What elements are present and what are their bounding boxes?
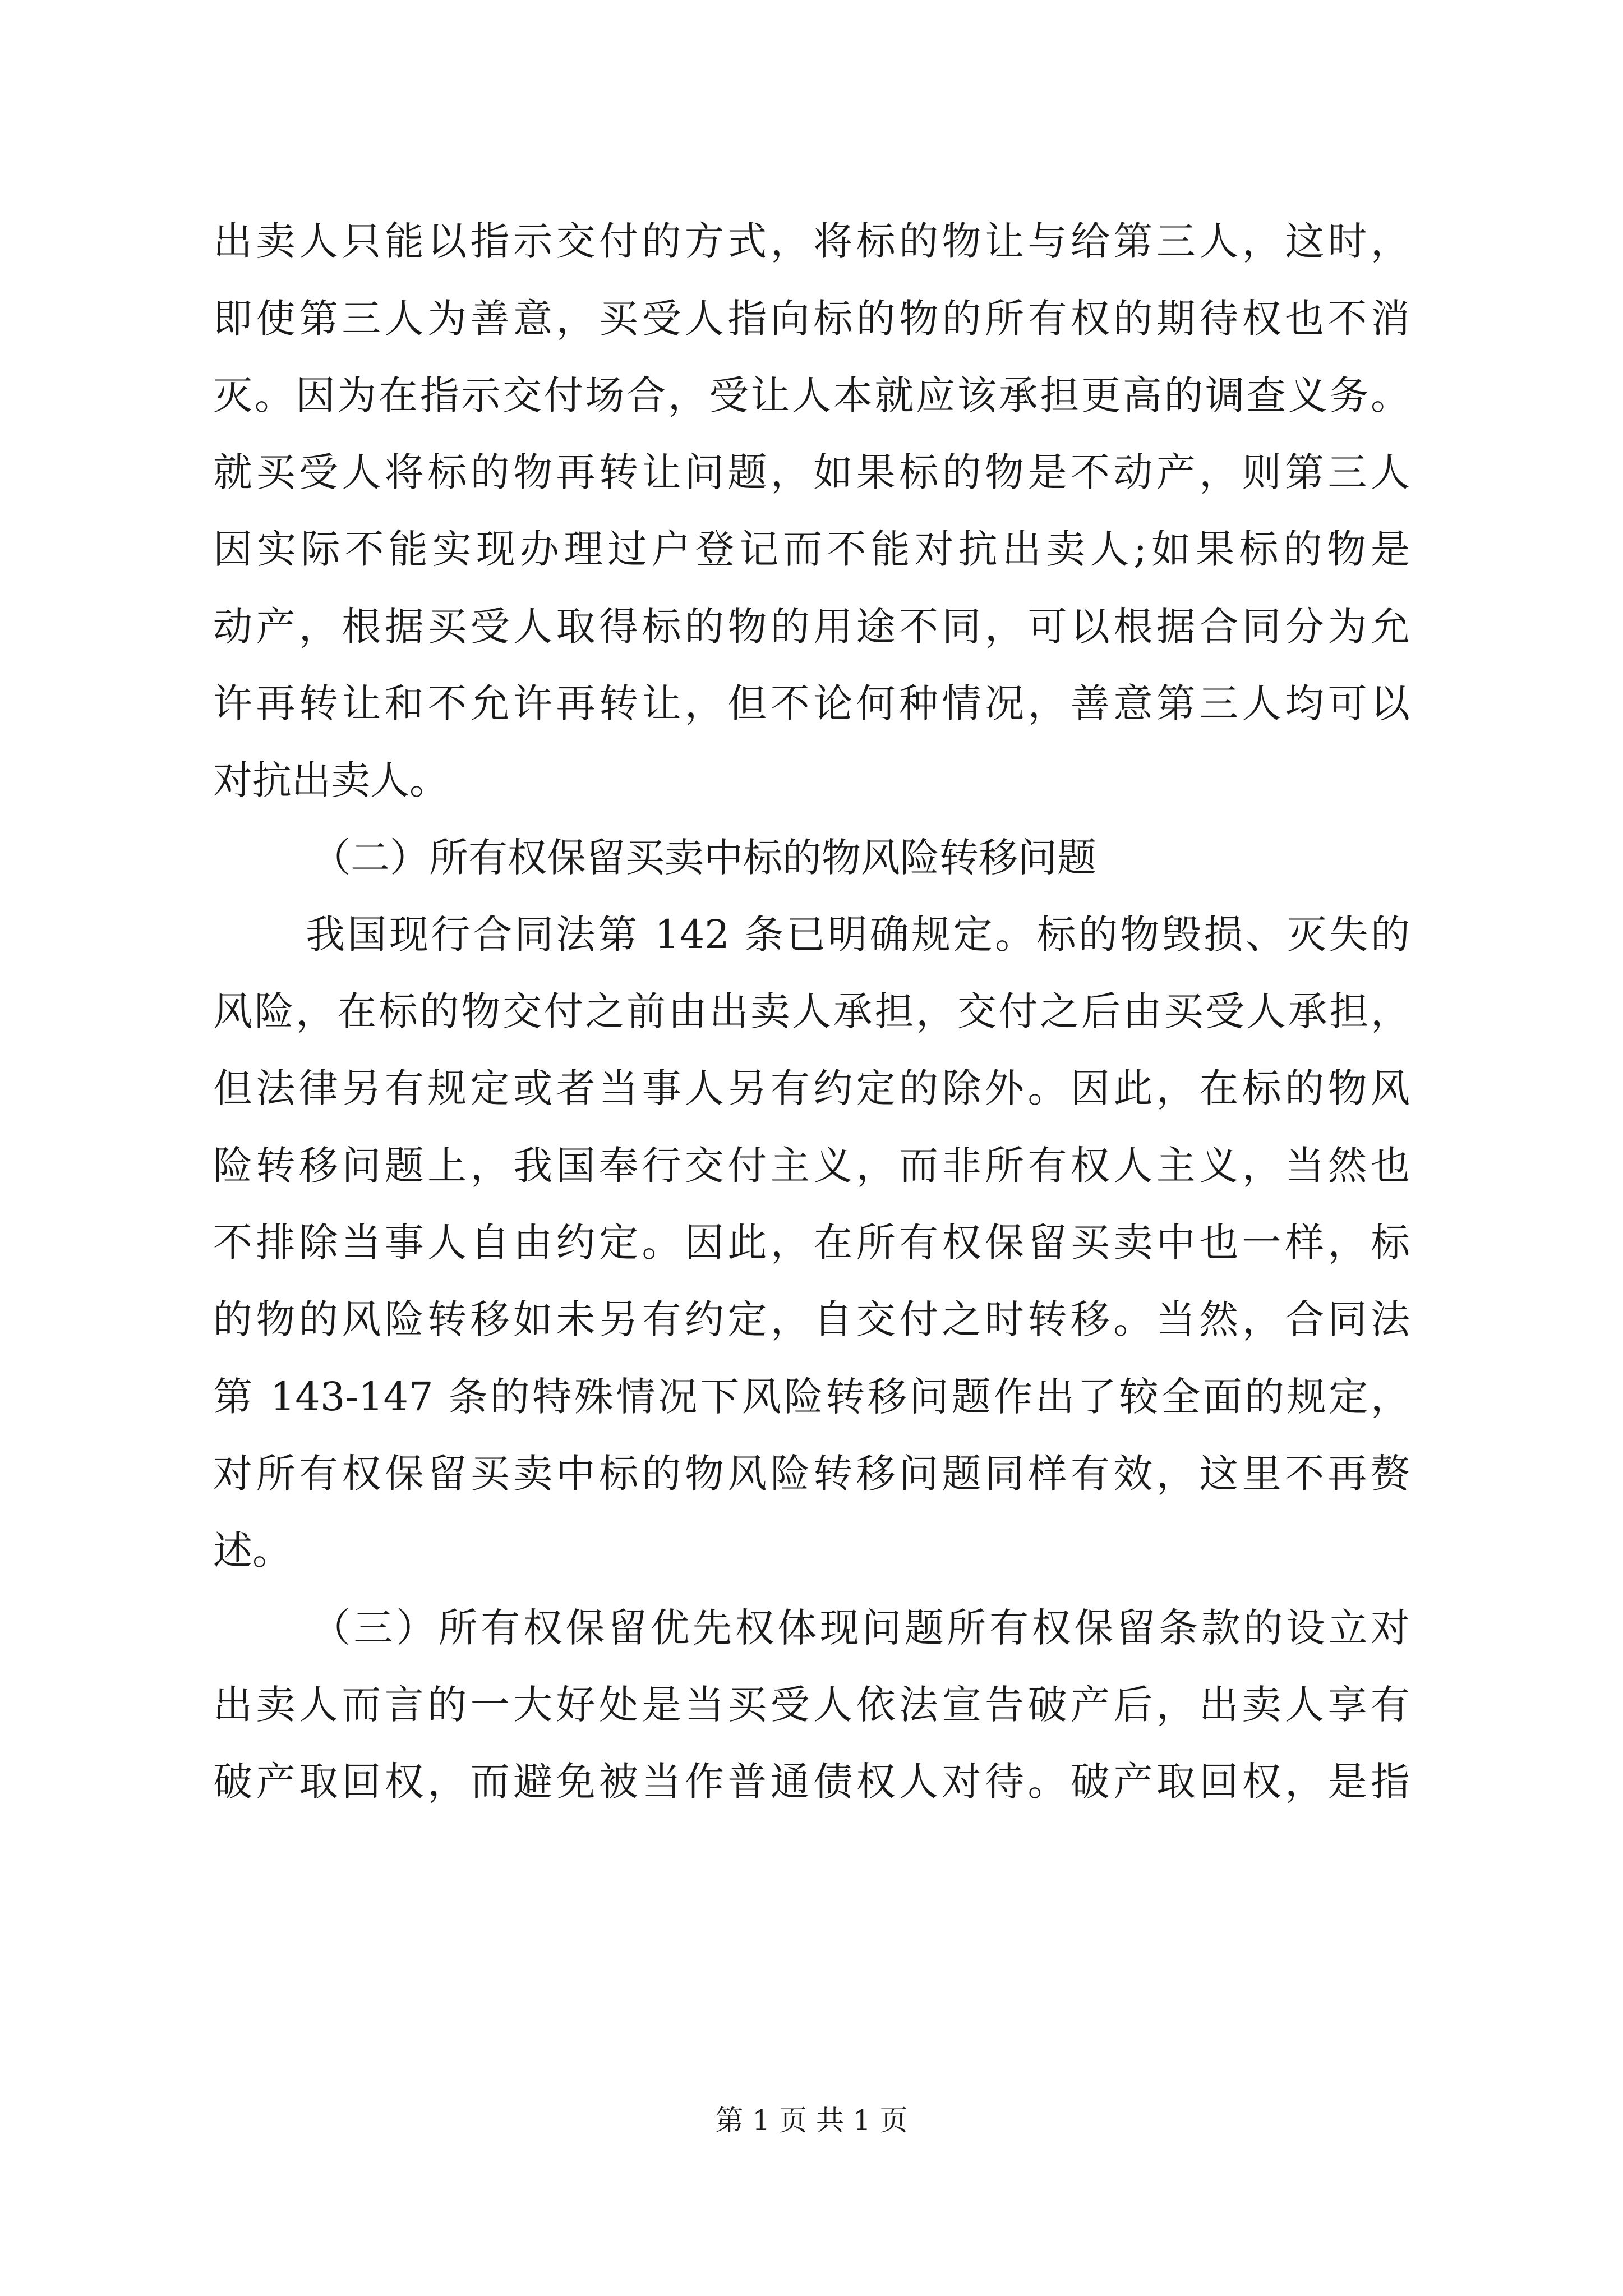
text-line: 就买受人将标的物再转让问题，如果标的物是不动产，则第三人 bbox=[213, 449, 1410, 495]
text-line: 出卖人而言的一大好处是当买受人依法宣告破产后，出卖人享有 bbox=[213, 1682, 1410, 1728]
text-line: 但法律另有规定或者当事人另有约定的除外。因此，在标的物风 bbox=[213, 1065, 1410, 1111]
text-line: 我国现行合同法第 142 条已明确规定。标的物毁损、灭失的 bbox=[306, 912, 1410, 958]
text-line: 即使第三人为善意，买受人指向标的物的所有权的期待权也不消 bbox=[213, 296, 1410, 342]
section-heading: （二）所有权保留买卖中标的物风险转移问题 bbox=[311, 835, 1096, 881]
text-line: 对所有权保留买卖中标的物风险转移问题同样有效，这里不再赘 bbox=[213, 1451, 1410, 1497]
text-line: 第 143-147 条的特殊情况下风险转移问题作出了较全面的规定， bbox=[213, 1374, 1410, 1420]
text-line: 对抗出卖人。 bbox=[213, 757, 449, 803]
text-line: 险转移问题上，我国奉行交付主义，而非所有权人主义，当然也 bbox=[213, 1143, 1410, 1189]
page-footer: 第 1 页 共 1 页 bbox=[715, 2104, 908, 2137]
section-heading: （三）所有权保留优先权体现问题所有权保留条款的设立对 bbox=[311, 1605, 1410, 1651]
text-line: 风险，在标的物交付之前由出卖人承担，交付之后由买受人承担， bbox=[213, 988, 1410, 1034]
text-line: 灭。因为在指示交付场合，受让人本就应该承担更高的调查义务。 bbox=[213, 372, 1410, 418]
text-line: 的物的风险转移如未另有约定，自交付之时转移。当然，合同法 bbox=[213, 1296, 1410, 1342]
text-line: 因实际不能实现办理过户登记而不能对抗出卖人;如果标的物是 bbox=[213, 526, 1410, 572]
text-line: 动产，根据买受人取得标的物的用途不同，可以根据合同分为允 bbox=[213, 604, 1410, 650]
text-line: 破产取回权，而避免被当作普通债权人对待。破产取回权，是指 bbox=[213, 1759, 1410, 1805]
text-line: 出卖人只能以指示交付的方式，将标的物让与给第三人，这时， bbox=[213, 218, 1410, 264]
text-line: 不排除当事人自由约定。因此，在所有权保留买卖中也一样，标 bbox=[213, 1220, 1410, 1266]
text-line: 述。 bbox=[213, 1527, 292, 1573]
text-line: 许再转让和不允许再转让，但不论何种情况，善意第三人均可以 bbox=[213, 680, 1410, 726]
